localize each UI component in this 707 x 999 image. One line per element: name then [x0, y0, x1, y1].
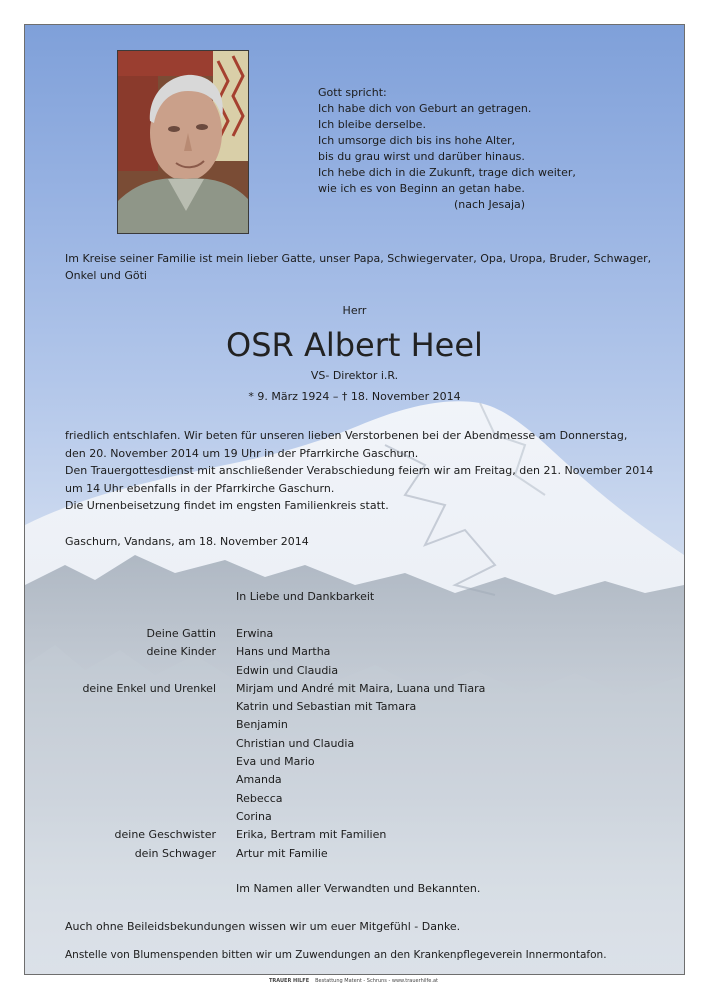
mourner-names: Mirjam und André mit Maira, Luana und Tiara	[236, 681, 486, 695]
mourner-row	[25, 790, 684, 808]
relation-label: deine Geschwister	[114, 828, 216, 842]
donation-note: Anstelle von Blumenspenden bitten wir um Zuwendungen an den Krankenpflegeverein Innermontafon.	[65, 949, 607, 961]
mourner-row	[25, 716, 684, 734]
mourner-row	[25, 845, 684, 863]
verse-line: Ich umsorge dich bis ins hohe Alter,	[318, 134, 516, 147]
announcement-line: Die Urnenbeisetzung findet im engsten Familienkreis statt.	[65, 499, 389, 512]
portrait-photo	[117, 50, 249, 234]
mourner-names: Katrin und Sebastian mit Tamara	[236, 700, 417, 714]
mourner-names: Erika, Bertram mit Familien	[236, 828, 387, 842]
verse-line: Gott spricht:	[318, 86, 387, 99]
mourner-row	[25, 826, 684, 844]
intro-line: Im Kreise seiner Familie ist mein lieber Gatte, unser Papa, Schwiegervater, Opa, Uropa, Bruder, Schwager,	[65, 252, 652, 265]
deceased-name: OSR Albert Heel	[226, 326, 483, 364]
announcement-line: Den Trauergottesdienst mit anschließender Verabschiedung feiern wir am Freitag, den 21. November 2014	[65, 464, 654, 477]
announcement-line: friedlich entschlafen. Wir beten für unseren lieben Verstorbenen bei der Abendmesse am Donnerstag,	[65, 429, 628, 442]
signoff: Im Namen aller Verwandten und Bekannten.	[236, 882, 481, 895]
mourner-names: Artur mit Familie	[236, 846, 328, 860]
mourners-list	[25, 625, 684, 863]
thanks-note: Auch ohne Beileidsbekundungen wissen wir um euer Mitgefühl - Danke.	[65, 920, 461, 933]
mourner-names: Edwin und Claudia	[236, 663, 339, 677]
intro-text	[65, 251, 651, 284]
mourner-names: Hans und Martha	[236, 645, 331, 659]
mourner-names: Rebecca	[236, 791, 283, 805]
footer	[0, 978, 707, 984]
verse-line: wie ich es von Beginn an getan habe.	[318, 182, 525, 195]
mourner-row	[25, 771, 684, 789]
verse-line: Ich hebe dich in die Zukunft, trage dich weiter,	[318, 166, 576, 179]
relation-label: Deine Gattin	[146, 627, 216, 640]
place-date: Gaschurn, Vandans, am 18. November 2014	[65, 535, 309, 548]
footer-text: Bestattung Matent - Schruns - www.trauerhilfe.at	[315, 978, 438, 984]
mourner-names: Amanda	[236, 773, 282, 787]
verse-line: Ich bleibe derselbe.	[318, 118, 426, 131]
salutation: Herr	[342, 304, 367, 317]
mourner-row	[25, 662, 684, 680]
deceased-role: VS- Direktor i.R.	[310, 369, 399, 382]
mourners-heading: In Liebe und Dankbarkeit	[236, 590, 375, 603]
mourner-row	[25, 643, 684, 661]
mourner-names: Corina	[236, 809, 272, 823]
mourner-row	[25, 698, 684, 716]
mourner-row	[25, 735, 684, 753]
verse-line: bis du grau wirst und darüber hinaus.	[318, 150, 525, 163]
mourner-row	[25, 625, 684, 643]
mourner-names: Erwina	[236, 627, 274, 640]
bible-verse	[318, 85, 576, 213]
announcement-text	[65, 427, 653, 515]
verse-source: (nach Jesaja)	[454, 198, 526, 211]
announcement-line: den 20. November 2014 um 19 Uhr in der Pfarrkirche Gaschurn.	[65, 446, 419, 460]
mourner-row	[25, 753, 684, 771]
intro-line: Onkel und Göti	[65, 268, 147, 282]
verse-line: Ich habe dich von Geburt an getragen.	[318, 102, 532, 115]
relation-label: deine Enkel und Urenkel	[82, 681, 216, 695]
obituary-card	[24, 24, 685, 975]
mourner-names: Christian und Claudia	[236, 736, 355, 750]
mourner-names: Eva und Mario	[236, 755, 315, 769]
footer-brand: TRAUER HILFE	[269, 978, 310, 984]
relation-label: deine Kinder	[146, 645, 216, 659]
mourner-row	[25, 808, 684, 826]
life-dates: * 9. März 1924 – † 18. November 2014	[248, 390, 461, 403]
mourner-row	[25, 680, 684, 698]
mourner-names: Benjamin	[236, 718, 288, 732]
announcement-line: um 14 Uhr ebenfalls in der Pfarrkirche Gaschurn.	[65, 481, 335, 495]
relation-label: dein Schwager	[134, 846, 216, 860]
